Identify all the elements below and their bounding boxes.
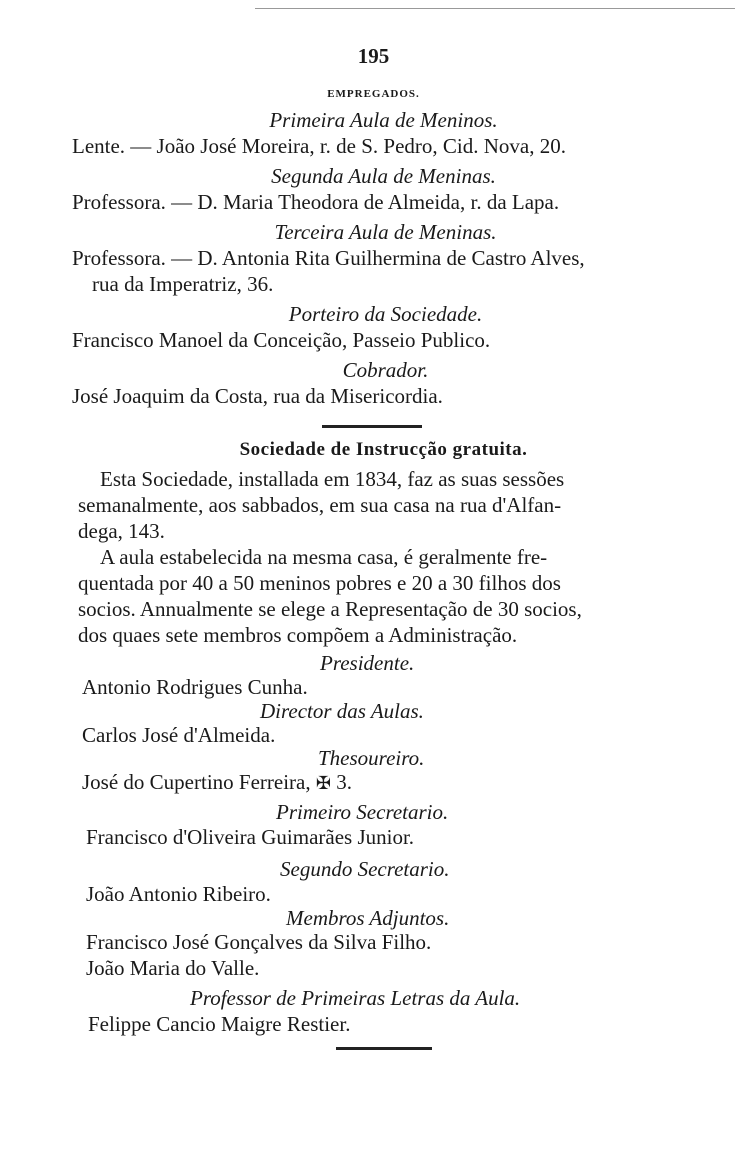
maltese-cross-icon: ✠	[315, 773, 331, 793]
aula-heading: Segunda Aula de Meninas.	[271, 164, 496, 188]
officer-title: Thesoureiro.	[318, 746, 425, 770]
officer-title: Membros Adjuntos.	[286, 906, 450, 930]
officer-title: Primeiro Secretario.	[276, 800, 449, 824]
paragraph-line: socios. Annualmente se elege a Representação de 30 socios,	[78, 597, 582, 621]
aula-entry: Professora. — D. Antonia Rita Guilhermina de Castro Alves,	[72, 246, 585, 270]
page-number: 195	[357, 44, 390, 68]
aula-heading: Terceira Aula de Meninas.	[274, 220, 497, 244]
page-top-edge	[255, 8, 735, 9]
section-heading: EMPREGADOS.	[327, 88, 420, 100]
paragraph-line: quentada por 40 a 50 meninos pobres e 20 a 30 filhos dos	[78, 571, 561, 595]
paragraph-line: A aula estabelecida na mesma casa, é geralmente fre-	[100, 545, 548, 569]
officer-title: Professor de Primeiras Letras da Aula.	[190, 986, 521, 1010]
paragraph-line: dega, 143.	[78, 519, 165, 543]
officer-name-row	[82, 770, 352, 795]
officer-title: Director das Aulas.	[260, 699, 424, 723]
officer-name: Francisco d'Oliveira Guimarães Junior.	[86, 825, 415, 849]
paragraph-line: Esta Sociedade, installada em 1834, faz as suas sessões	[100, 467, 565, 491]
aula-entry: Lente. — João José Moreira, r. de S. Pedro, Cid. Nova, 20.	[72, 134, 567, 158]
aula-entry: rua da Imperatriz, 36.	[92, 272, 274, 296]
officer-name: José do Cupertino Ferreira,	[82, 770, 311, 794]
officer-name: Francisco José Gonçalves da Silva Filho.	[86, 930, 432, 954]
role-entry: Francisco Manoel da Conceição, Passeio Publico.	[72, 328, 491, 352]
role-heading: Cobrador.	[342, 358, 429, 382]
officer-title: Presidente.	[320, 651, 415, 675]
officer-name: João Maria do Valle.	[86, 956, 260, 980]
officer-title: Segundo Secretario.	[280, 857, 450, 881]
paragraph-line: dos quaes sete membros compõem a Administração.	[78, 623, 518, 647]
officer-name: Antonio Rodrigues Cunha.	[82, 675, 308, 699]
officer-name: Felippe Cancio Maigre Restier.	[88, 1012, 351, 1036]
role-heading: Porteiro da Sociedade.	[288, 302, 483, 326]
officer-name: João Antonio Ribeiro.	[86, 882, 271, 906]
society-title: Sociedade de Instrucção gratuita.	[239, 439, 528, 460]
aula-entry: Professora. — D. Maria Theodora de Almeida, r. da Lapa.	[72, 190, 560, 214]
officer-name-suffix: 3.	[336, 770, 352, 794]
end-divider	[336, 1047, 432, 1050]
aula-heading: Primeira Aula de Meninos.	[269, 108, 498, 132]
paragraph-line: semanalmente, aos sabbados, em sua casa na rua d'Alfan-	[78, 493, 562, 517]
officer-name: Carlos José d'Almeida.	[82, 723, 276, 747]
section-divider	[322, 425, 422, 428]
role-entry: José Joaquim da Costa, rua da Misericordia.	[72, 384, 443, 408]
